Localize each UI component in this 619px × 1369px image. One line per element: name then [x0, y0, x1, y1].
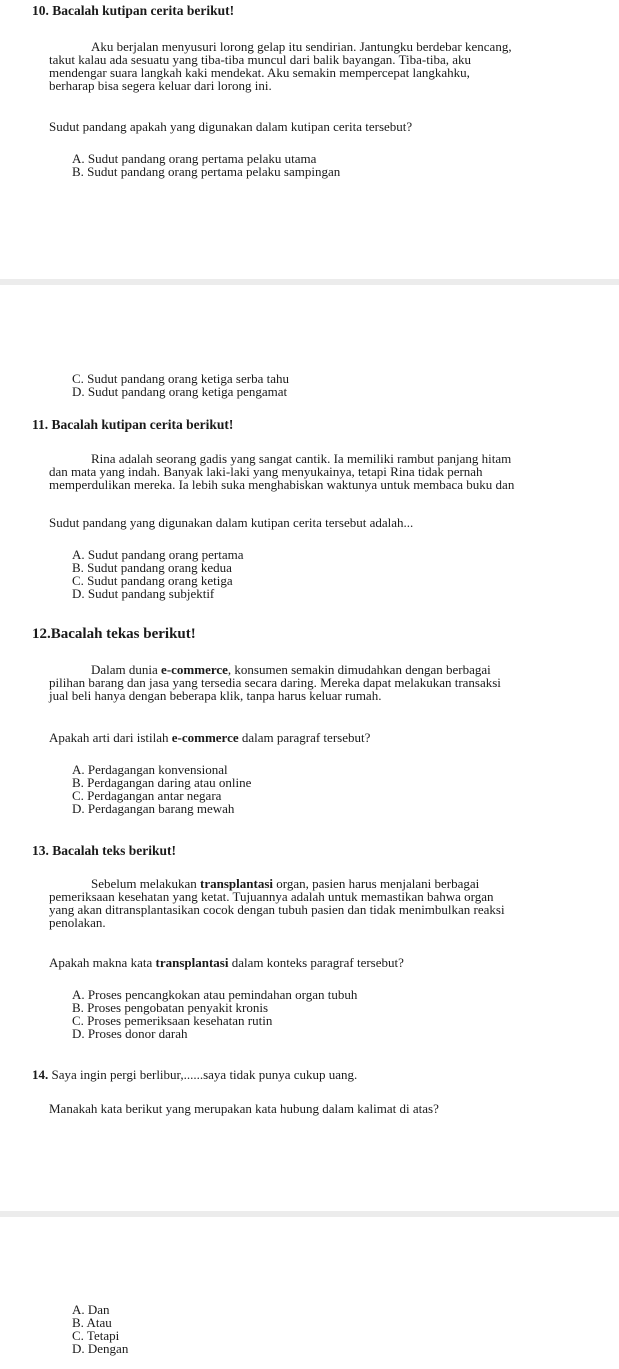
q10-passage-line: Aku berjalan menyusuri lorong gelap itu sendirian. Jantungku berdebar kencang,	[91, 39, 512, 54]
q12-passage-line: jual beli hanya dengan beberapa klik, tanpa harus keluar rumah.	[49, 688, 382, 703]
q10-passage-line: mendengar suara langkah kaki mendekat. Aku semakin mempercepat langkahku,	[49, 65, 470, 80]
q14-question: Manakah kata berikut yang merupakan kata hubung dalam kalimat di atas?	[49, 1101, 439, 1116]
q13-passage-text: organ, pasien harus menjalani berbagai	[273, 876, 480, 891]
page-break-divider	[0, 1211, 619, 1217]
q12-passage-line: pilihan barang dan jasa yang tersedia secara daring. Mereka dapat melakukan transaksi	[49, 675, 501, 690]
q13-passage-line: pemeriksaan kesehatan yang ketat. Tujuannya adalah untuk memastikan bahwa organ	[49, 889, 494, 904]
q12-passage-text: , konsumen semakin dimudahkan dengan berbagai	[227, 662, 491, 677]
q10-option-c: C. Sudut pandang orang ketiga serba tahu	[72, 371, 289, 386]
q13-question-term: transplantasi	[155, 955, 229, 970]
q12-passage	[49, 663, 569, 702]
q11-option-a: A. Sudut pandang orang pertama	[72, 547, 244, 562]
q10-option-d: D. Sudut pandang orang ketiga pengamat	[72, 384, 288, 399]
q11-title: 11. Bacalah kutipan cerita berikut!	[32, 417, 234, 432]
q12-passage-text: Dalam dunia	[91, 662, 162, 677]
q14-number: 14.	[32, 1067, 49, 1082]
page-break-divider	[0, 279, 619, 285]
q10-options-top	[72, 152, 340, 178]
q12-option-a: A. Perdagangan konvensional	[72, 762, 228, 777]
q10-passage	[49, 40, 569, 92]
q12-question	[49, 731, 370, 745]
q14-title	[32, 1068, 357, 1082]
q11-passage-line: memperdulikan mereka. Ia lebih suka menghabiskan waktunya untuk membaca buku dan	[49, 477, 515, 492]
q10-passage-line: takut kalau ada sesuatu yang tiba-tiba muncul dari balik bayangan. Tiba-tiba, aku	[49, 52, 472, 67]
q13-passage-line: penolakan.	[49, 915, 106, 930]
q14-option-a: A. Dan	[72, 1302, 110, 1317]
q12-options	[72, 763, 251, 815]
q10-option-a: A. Sudut pandang orang pertama pelaku utama	[72, 151, 317, 166]
q13-option-a: A. Proses pencangkokan atau pemindahan organ tubuh	[72, 987, 358, 1002]
q12-term: e-commerce	[161, 662, 228, 677]
q14-option-c: C. Tetapi	[72, 1328, 120, 1343]
q13-option-d: D. Proses donor darah	[72, 1026, 188, 1041]
q13-passage-line: yang akan ditransplantasikan cocok dengan tubuh pasien dan tidak menimbulkan reaksi	[49, 902, 505, 917]
q12-option-d: D. Perdagangan barang mewah	[72, 801, 235, 816]
q11-option-d: D. Sudut pandang subjektif	[72, 586, 215, 601]
q10-title: 10. Bacalah kutipan cerita berikut!	[32, 3, 235, 18]
q13-question-text: dalam konteks paragraf tersebut?	[228, 955, 404, 970]
q11-options	[72, 548, 243, 600]
q11-passage-line: dan mata yang indah. Banyak laki-laki yang menyukainya, tetapi Rina tidak pernah	[49, 464, 483, 479]
q13-option-b: B. Proses pengobatan penyakit kronis	[72, 1000, 269, 1015]
q13-question-text: Apakah makna kata	[49, 955, 156, 970]
q14-options	[72, 1303, 128, 1355]
q13-option-c: C. Proses pemeriksaan kesehatan rutin	[72, 1013, 273, 1028]
q12-question-text: dalam paragraf tersebut?	[238, 730, 371, 745]
q10-question: Sudut pandang apakah yang digunakan dalam kutipan cerita tersebut?	[49, 119, 413, 134]
q12-title: 12.Bacalah tekas berikut!	[32, 626, 196, 642]
q13-passage	[49, 877, 569, 929]
q12-question-term: e-commerce	[171, 730, 239, 745]
q10-option-b: B. Sudut pandang orang pertama pelaku sampingan	[72, 164, 341, 179]
q12-option-b: B. Perdagangan daring atau online	[72, 775, 252, 790]
q13-passage-text: Sebelum melakukan	[91, 876, 201, 891]
q11-question: Sudut pandang yang digunakan dalam kutipan cerita tersebut adalah...	[49, 515, 414, 530]
q13-options	[72, 988, 357, 1040]
q12-option-c: C. Perdagangan antar negara	[72, 788, 222, 803]
q11-option-b: B. Sudut pandang orang kedua	[72, 560, 232, 575]
q10-options-bottom	[72, 372, 289, 398]
q11-option-c: C. Sudut pandang orang ketiga	[72, 573, 233, 588]
q11-passage-line: Rina adalah seorang gadis yang sangat cantik. Ia memiliki rambut panjang hitam	[91, 451, 512, 466]
q13-question	[49, 956, 404, 970]
q14-option-d: D. Dengan	[72, 1341, 129, 1356]
q10-passage-line: berharap bisa segera keluar dari lorong ini.	[49, 78, 272, 93]
q13-title: 13. Bacalah teks berikut!	[32, 843, 177, 858]
q14-sentence: Saya ingin pergi berlibur,......saya tidak punya cukup uang.	[48, 1067, 358, 1082]
q14-option-b: B. Atau	[72, 1315, 112, 1330]
q12-question-text: Apakah arti dari istilah	[49, 730, 172, 745]
q13-term: transplantasi	[200, 876, 273, 891]
q11-passage	[49, 452, 569, 491]
